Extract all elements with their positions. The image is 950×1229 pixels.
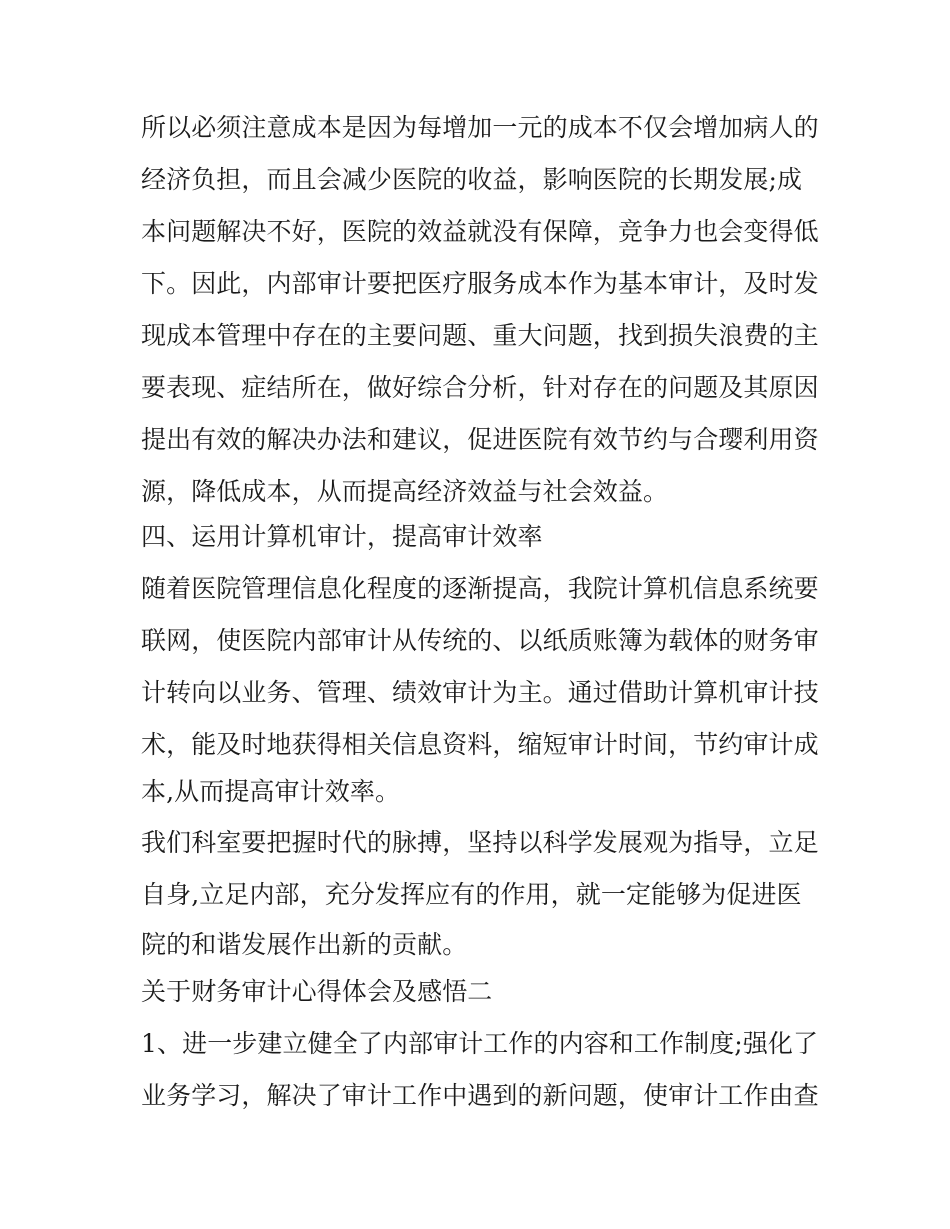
text-line: 现成本管理中存在的主要问题、重大问题，找到损失浪费的主 [141,321,819,350]
text-line: 计转向以业务、管理、绩效审计为主。通过借助计算机审计技 [141,678,819,707]
text-line: 自身,立足内部，充分发挥应有的作用，就一定能够为促进医 [141,880,802,909]
section-heading: 四、运用计算机审计，提高审计效率 [141,522,543,551]
text-line: 我们科室要把握时代的脉搏，坚持以科学发展观为指导，立足 [141,828,819,857]
text-line: 经济负担，而且会减少医院的收益，影响医院的长期发展;成 [141,165,803,194]
text-line: 院的和谐发展作出新的贡献。 [141,930,468,959]
text-line: 源，降低成本，从而提高经济效益与社会效益。 [141,477,669,506]
text-line: 本,从而提高审计效率。 [141,777,401,806]
text-line: 联网，使医院内部审计从传统的、以纸质账簿为载体的财务审 [141,626,819,655]
text-line: 要表现、症结所在，做好综合分析，针对存在的问题及其原因 [141,373,819,402]
text-line: 下。因此，内部审计要把医疗服务成本作为基本审计，及时发 [141,269,819,298]
text-line: 提出有效的解决办法和建议，促进医院有效节约与合璎利用资 [141,425,819,454]
text-line: 1、进一步建立健全了内部审计工作的内容和工作制度;强化了 [141,1029,819,1058]
text-line: 本问题解决不好，医院的效益就没有保障，竞争力也会变得低 [141,217,819,246]
subtitle-heading: 关于财务审计心得体会及感悟二 [141,977,493,1006]
text-line: 业务学习，解决了审计工作中遇到的新问题，使审计工作由查 [141,1081,819,1110]
text-line: 术，能及时地获得相关信息资料，缩短审计时间，节约审计成 [141,730,819,759]
text-line: 随着医院管理信息化程度的逐渐提高，我院计算机信息系统要 [141,574,819,603]
text-line: 所以必须注意成本是因为每增加一元的成本不仅会增加病人的 [141,113,819,142]
